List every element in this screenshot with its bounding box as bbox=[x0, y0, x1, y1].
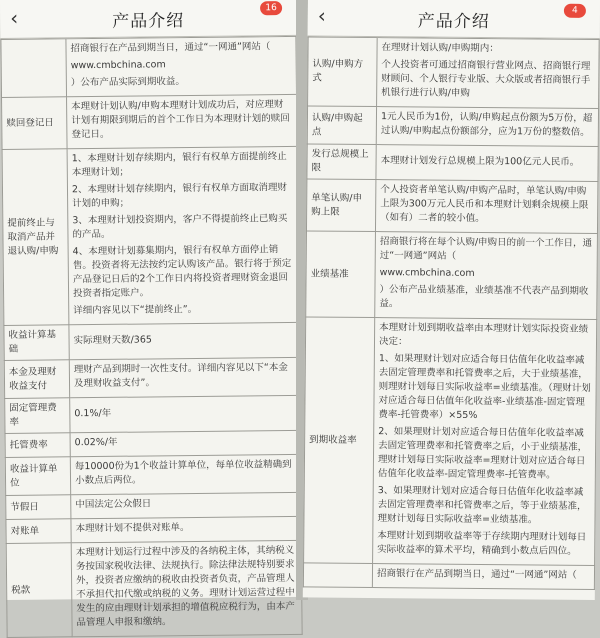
value-line: 招商银行在产品到期当日，通过“一网通”网站（ bbox=[376, 568, 577, 581]
row-value bbox=[373, 318, 597, 566]
value-line: 中国法定公众假日 bbox=[75, 498, 152, 511]
value-line: 个人投资者可通过招商银行营业网点、招商银行理财顾问、个人银行专业版、大众版或者招商银行手机银行进行认购/申购 bbox=[381, 59, 591, 99]
row-label: 单笔认购/申购上限 bbox=[306, 179, 375, 232]
value-line: 在理财计划认购/申购期内： bbox=[381, 42, 499, 55]
value-line: 3、如果理财计划对应适合每日估值年化收益率减去固定管理费率和托管费率之后，等于业绩基准，理财计划每日实际收益率=业绩基准。 bbox=[377, 485, 587, 526]
back-chevron-icon[interactable]: ‹ bbox=[10, 5, 19, 30]
product-info-table bbox=[0, 36, 302, 638]
row-label: 税款 bbox=[6, 543, 72, 638]
table-row bbox=[5, 454, 300, 495]
row-label: 到期收益率 bbox=[304, 317, 375, 564]
row-value bbox=[70, 430, 300, 456]
row-value bbox=[70, 395, 300, 432]
table-row bbox=[5, 395, 300, 433]
table-row bbox=[307, 106, 598, 147]
row-label bbox=[1, 39, 67, 98]
value-line: www.cmbchina.com bbox=[70, 59, 166, 72]
value-line: 实际理财天数/365 bbox=[73, 333, 152, 346]
table-row bbox=[2, 94, 298, 149]
table-row bbox=[6, 516, 301, 543]
value-line: 本理财计划发行总规模上限为100亿元人民币。 bbox=[380, 154, 580, 168]
row-value bbox=[67, 146, 299, 324]
page-title: 产品介绍 bbox=[417, 11, 490, 33]
value-line: 招商银行将在每个认购/申购日的前一个工作日，通过“一网通”网站（ bbox=[379, 236, 593, 262]
row-label: 业绩基准 bbox=[306, 231, 376, 318]
value-line: 4、本理财计划募集期内，银行有权单方面停止销售。投资者将无法按约定认购该产品。银行将于预定产品登记日后的2个工作日内将投资者理财资金退回投资者指定账户。 bbox=[72, 244, 292, 300]
value-line: ）公布产品业绩基准，业绩基准不代表产品到期收益。 bbox=[379, 284, 589, 310]
value-line: 2、本理财计划存续期内，银行有权单方面取消理财计划的申购； bbox=[71, 182, 288, 210]
value-line: 每10000份为1个收益计算单位，每单位收益精确到小数点后两位。 bbox=[74, 458, 292, 487]
table-row bbox=[304, 317, 597, 566]
row-value bbox=[70, 454, 300, 494]
right-header bbox=[308, 0, 600, 39]
row-value bbox=[375, 232, 598, 320]
value-line: 详细内容见以下“提前终止”。 bbox=[73, 303, 198, 317]
page-title: 产品介绍 bbox=[112, 11, 185, 32]
row-label: 托管费率 bbox=[5, 433, 70, 458]
row-label: 本金及理财收益支付 bbox=[4, 360, 69, 399]
table-row bbox=[307, 144, 598, 182]
row-label: 赎回登记日 bbox=[2, 97, 68, 150]
value-line: 1、如果理财计划对应适合每日估值年化收益率减去固定管理费率和托管费率之后，大于业绩基准，则理财计划每日实际收益率=业绩基准。（理财计划对应适合每日估值年化收益率-业绩基准-固定管理费率-托管费率）×55% bbox=[378, 353, 591, 421]
row-value bbox=[66, 36, 297, 96]
left-header bbox=[0, 0, 296, 39]
notification-badge[interactable]: 4 bbox=[564, 4, 586, 18]
table-row bbox=[306, 179, 597, 234]
table-row bbox=[1, 36, 297, 97]
row-value bbox=[377, 38, 600, 109]
table-row bbox=[6, 492, 301, 519]
row-value bbox=[71, 540, 302, 636]
value-line: 1、本理财计划存续期内，银行有权单方面提前终止本理财计划； bbox=[71, 151, 287, 179]
left-screenshot-panel bbox=[0, 0, 302, 629]
value-line: 0.02%/年 bbox=[74, 436, 118, 449]
row-label: 收益计算单位 bbox=[5, 457, 70, 496]
table-row bbox=[5, 430, 300, 457]
table-row bbox=[6, 540, 302, 637]
notification-badge[interactable]: 16 bbox=[260, 1, 282, 15]
value-line: 本理财计划到期收益率等于存续期内理财计划每日实际收益率的算术平均，精确到小数点后四位。 bbox=[377, 530, 587, 557]
value-line: www.cmbchina.com bbox=[379, 267, 475, 279]
row-value bbox=[376, 145, 598, 182]
value-line: 2、如果理财计划对应适合每日估值年化收益率减去固定管理费率和托管费率之后，小于业绩基准，理财计划每日实际收益率=理财计划对应适合每日估值年化收益率-固定管理费率-托管费率。 bbox=[377, 426, 588, 481]
back-chevron-icon[interactable]: ‹ bbox=[317, 3, 326, 28]
value-line: 1元人民币为1份，认购/申购起点份额为5万份，超过认购/申购起点份额部分，应为1万份的整数倍。 bbox=[380, 111, 593, 138]
row-label bbox=[303, 563, 372, 588]
row-label: 收益计算基础 bbox=[4, 325, 69, 361]
value-line: 招商银行在产品到期当日，通过“一网通”网站（ bbox=[70, 41, 271, 55]
value-line: 0.1%/年 bbox=[74, 407, 112, 419]
value-line: 理财产品到期时一次性支付。详细内容见以下“本金及理财收益支付”。 bbox=[73, 362, 288, 390]
value-line: ）公布产品实际到期收益。 bbox=[70, 76, 185, 89]
value-line: 本理财计划到期收益率由本理财计划实际投资业绩决定： bbox=[378, 322, 589, 348]
row-value bbox=[69, 357, 299, 397]
value-line: 3、本理财计划投资期内，客户不得提前终止已购买的产品。 bbox=[72, 213, 288, 241]
row-value bbox=[71, 516, 301, 542]
row-value bbox=[71, 492, 301, 518]
table-row bbox=[303, 563, 594, 590]
row-label: 发行总规模上限 bbox=[307, 144, 376, 180]
row-label: 对账单 bbox=[6, 519, 71, 544]
table-row bbox=[308, 37, 600, 109]
row-value bbox=[376, 107, 598, 147]
table-row bbox=[4, 357, 299, 398]
row-value bbox=[372, 564, 594, 590]
value-line: 个人投资者单笔认购/申购产品时，单笔认购/申购上限为300万元人民币和本理财计划剩余规模上限（如有）二者的较小值。 bbox=[380, 184, 589, 225]
row-label: 认购/申购起点 bbox=[307, 106, 376, 145]
product-info-table bbox=[303, 36, 600, 590]
table-row bbox=[4, 322, 299, 360]
table-row bbox=[2, 146, 299, 325]
row-label: 提前终止与取消产品并退认购/申购 bbox=[2, 149, 69, 326]
row-value bbox=[67, 94, 298, 148]
value-line: 本理财计划运行过程中涉及的各纳税主体，其纳税义务按国家税收法律、法规执行。除法律法规特别要求外，投资者应缴纳的税收由投资者负责，产品管理人不承担代扣代缴或纳税的义务。理财计划运营过程中发生的应由理财计划承担的增值税应税行为，由本产品管理人申报和缴纳。 bbox=[75, 544, 295, 629]
right-screenshot-panel bbox=[303, 0, 600, 600]
row-label: 固定管理费率 bbox=[5, 398, 70, 434]
row-value bbox=[375, 180, 597, 234]
row-label: 认购/申购方式 bbox=[308, 37, 378, 107]
row-label: 节假日 bbox=[6, 495, 71, 520]
value-line: 本理财计划不提供对账单。 bbox=[75, 522, 190, 535]
value-line: 本理财计划认购/申购本理财计划成功后，对应理财计划有期限到期后的首个工作日为本理财计划的赎回登记日。 bbox=[71, 99, 290, 141]
row-value bbox=[69, 322, 299, 359]
table-row bbox=[306, 231, 598, 320]
